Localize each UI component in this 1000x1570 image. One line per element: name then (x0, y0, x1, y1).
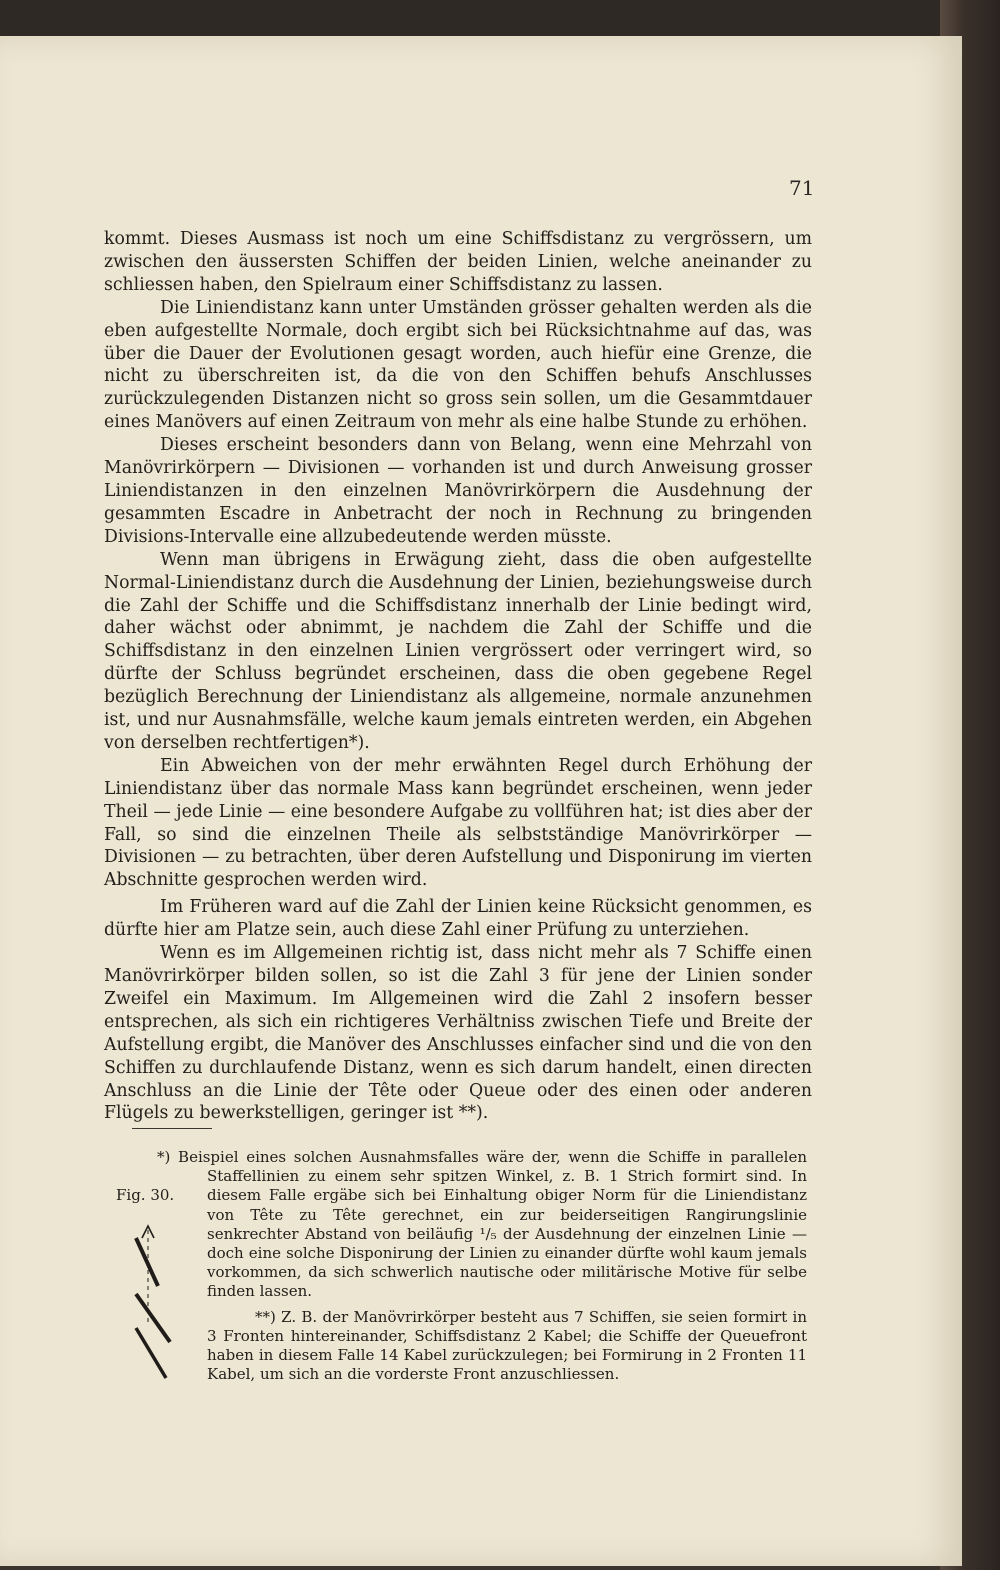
figure-staffel-line (136, 1328, 166, 1378)
book-spine-top (0, 0, 1000, 38)
paragraph: Die Liniendistanz kann unter Umständen grösser gehalten werden als die eben aufgestellte Normale, doch ergibt sich bei Rücksichtnahme auf das, was über die Dauer der Evolutionen gesagt worden, auch hiefür eine Grenze, die nicht zu überschreiten ist, da die von den Schiffen behufs Anschlusses zurückzulegenden Distanzen nicht so gross sein sollen, um die Gesammtdauer eines Manövers auf einen Zeitraum von mehr als eine halbe Stunde zu erhöhen. (104, 297, 812, 433)
footnotes (157, 1148, 807, 1384)
figure-30-drawing (128, 1224, 188, 1384)
paragraph: Dieses erscheint besonders dann von Belang, wenn eine Mehrzahl von Manövrirkörpern — Divisionen — vorhanden ist und durch Anweisung grosser Liniendistanzen in den einzelnen Manövrirkörpern die Ausdehnung der gesammten Escadre in Anbetracht der noch in Rechnung zu bringenden Divisions-Intervalle eine allzubedeutende werden müsste. (104, 435, 812, 547)
footnote: *) Beispiel eines solchen Ausnahmsfalles wäre der, wenn die Schiffe in parallelen Staffellinien zu einem sehr spitzen Winkel, z. B. 1 Strich formirt sind. In diesem Falle ergäbe sich bei Einhaltung obiger Norm für die Liniendistanz von Tête zu Tête gerechnet, ein zur beiderseitigen Rangirungslinie senkrechter Abstand von beiläufig ¹/₅ der Ausdehnung der einzelnen Linie — doch eine solche Disponirung der Linien zu einander dürfte wohl kaum jemals vorkommen, da sich schwerlich nautische oder militärische Motive für selbe finden lassen. (157, 1148, 807, 1301)
paragraph: kommt. Dieses Ausmass ist noch um eine Schiffsdistanz zu vergrössern, um zwischen den äussersten Schiffen der beiden Linien, welche aneinander zu schliessen haben, den Spielraum einer Schiffsdistanz zu lassen. (104, 229, 812, 295)
paragraph: Wenn man übrigens in Erwägung zieht, dass die oben aufgestellte Normal-Liniendistanz durch die Ausdehnung der Linien, beziehungsweise durch die Zahl der Schiffe und die Schiffsdistanz innerhalb der Linie bedingt wird, daher wächst oder abnimmt, je nachdem die Zahl der Schiffe und die Schiffsdistanz in den einzelnen Linien vergrössert oder verringert wird, so dürfte der Schluss begründet erscheinen, dass die oben gegebene Regel bezüglich Berechnung der Liniendistanz als allgemeine, normale anzunehmen ist, und nur Ausnahmsfälle, welche kaum jemals eintreten werden, ein Abgehen von derselben rechtfertigen*). (104, 549, 812, 753)
main-text (104, 228, 812, 1125)
paragraph: Wenn es im Allgemeinen richtig ist, dass nicht mehr als 7 Schiffe einen Manövrirkörper bilden sollen, so ist die Zahl 3 für jene der Linien sonder Zweifel ein Maximum. Im Allgemeinen wird die Zahl 2 insofern besser entsprechen, als sich ein richtigeres Verhältniss zwischen Tiefe und Breite der Aufstellung ergibt, die Manöver des Anschlusses einfacher sind und die von den Schiffen zu durchlaufende Distanz, wenn es sich darum handelt, einen directen Anschluss an die Linie der Tête oder Queue oder des einen oder anderen Flügels zu bewerkstelligen, geringer ist **). (104, 943, 812, 1124)
paragraph: Ein Abweichen von der mehr erwähnten Regel durch Erhöhung der Liniendistanz über das normale Mass kann begründet erscheinen, wenn jeder Theil — jede Linie — eine besondere Aufgabe zu vollführen hat; ist dies aber der Fall, so sind die einzelnen Theile als selbstständige Manövrirkörper — Divisionen — zu betrachten, über deren Aufstellung und Disponirung im vierten Abschnitte gesprochen werden wird. (104, 755, 812, 891)
page-number: 71 (789, 176, 815, 200)
figure-staffel-line (136, 1238, 158, 1286)
paragraph: Im Früheren ward auf die Zahl der Linien keine Rücksicht genommen, es dürfte hier am Platze sein, auch diese Zahl einer Prüfung zu unterziehen. (104, 897, 812, 941)
footnote-divider (132, 1128, 212, 1129)
figure-label: Fig. 30. (116, 1186, 175, 1204)
footnote: **) Z. B. der Manövrirkörper besteht aus 7 Schiffen, sie seien formirt in 3 Fronten hintereinander, Schiffsdistanz 2 Kabel; die Schiffe der Queuefront haben in diesem Falle 14 Kabel zurückzulegen; bei Formirung in 2 Fronten 11 Kabel, um sich an die vorderste Front anzuschliessen. (207, 1307, 807, 1384)
